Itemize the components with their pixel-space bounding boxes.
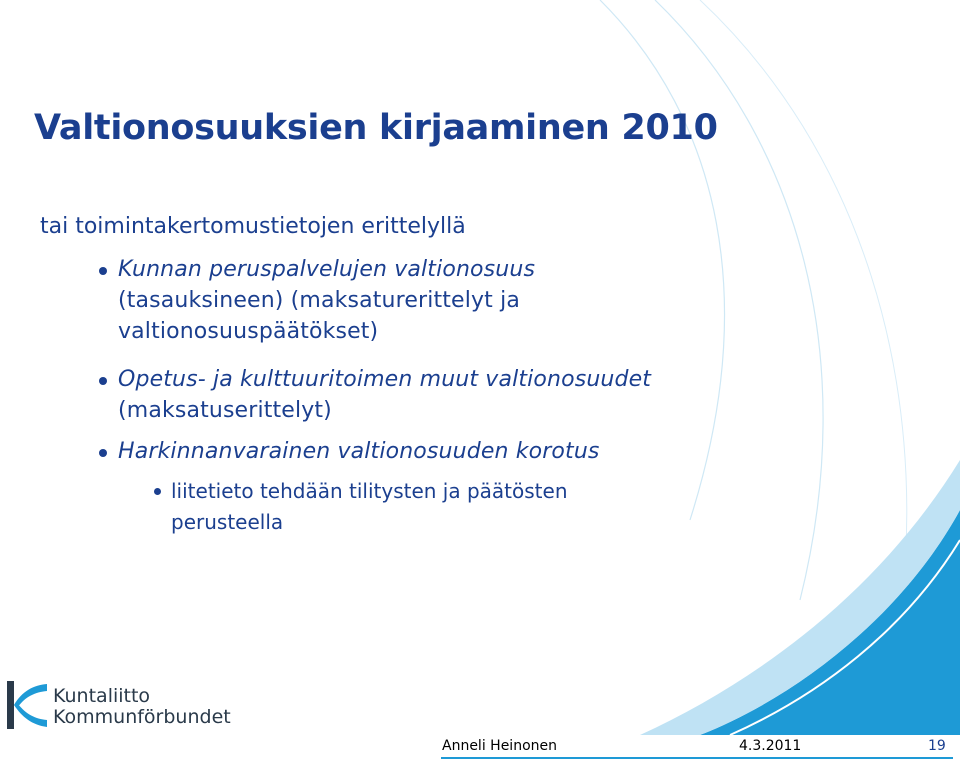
footer-date: 4.3.2011 [739,738,802,754]
kuntaliitto-logo-icon [4,677,48,733]
logo-line-2: Kommunförbundet [53,706,231,728]
bullet-italic-text: Kunnan peruspalvelujen valtionosuus [118,257,536,282]
logo-wordmark [53,686,231,728]
bullet-item [118,364,758,426]
bullet-text: (maksatuserittelyt) [118,398,332,423]
bullet-dot-icon [99,377,107,385]
slide-subtitle: tai toimintakertomustietojen erittelyllä [40,214,466,239]
bullet-italic-text: Opetus- ja kulttuuritoimen muut valtionosuudet [118,367,652,392]
footer-author: Anneli Heinonen [442,738,557,754]
sub-bullet-item [171,476,641,538]
bullet-dot-icon [99,449,107,457]
decor-curve-2 [655,0,823,600]
bullet-item [118,436,758,467]
logo-line-1: Kuntaliitto [53,685,151,707]
footer-page-number: 19 [928,738,946,754]
slide-title: Valtionosuuksien kirjaaminen 2010 [34,108,718,148]
bullet-item [118,254,678,347]
sub-bullet-text: liitetieto tehdään tilitysten ja päätösten perusteella [171,479,568,534]
footer-divider [441,757,953,759]
bullet-dot-icon [99,267,107,275]
bullet-italic-text: Harkinnanvarainen valtionosuuden korotus [118,439,600,464]
bullet-text: (tasauksineen) (maksaturerittelyt ja valtionosuuspäätökset) [118,288,520,344]
sub-bullet-dot-icon [154,488,161,495]
